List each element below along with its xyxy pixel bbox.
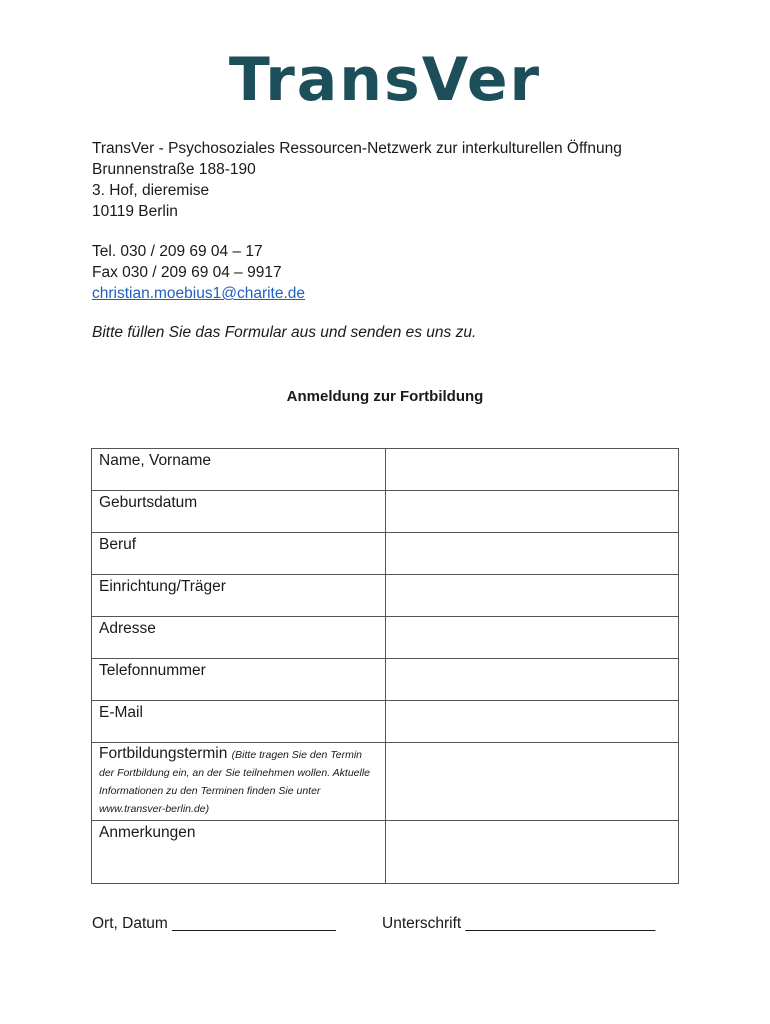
transver-logo: TransVer <box>228 45 542 115</box>
field-label-remarks: Anmerkungen <box>92 821 386 884</box>
field-input-address[interactable] <box>386 617 679 659</box>
organization-name: TransVer - Psychosoziales Ressourcen-Netzwerk zur interkulturellen Öffnung <box>92 140 622 157</box>
signature-line[interactable]: Unterschrift ______________________ <box>382 915 656 932</box>
field-input-phone[interactable] <box>386 659 679 701</box>
table-row <box>92 659 679 701</box>
table-row <box>92 701 679 743</box>
field-label-birthdate: Geburtsdatum <box>92 491 386 533</box>
table-row <box>92 575 679 617</box>
field-label-phone: Telefonnummer <box>92 659 386 701</box>
field-input-institution[interactable] <box>386 575 679 617</box>
termin-label: Fortbildungstermin <box>99 745 228 762</box>
table-row <box>92 821 679 884</box>
field-label-address: Adresse <box>92 617 386 659</box>
field-label-profession: Beruf <box>92 533 386 575</box>
phone-number: Tel. 030 / 209 69 04 – 17 <box>92 243 263 260</box>
building: 3. Hof, dieremise <box>92 182 210 199</box>
fax-number: Fax 030 / 209 69 04 – 9917 <box>92 264 282 281</box>
address-block <box>92 138 622 222</box>
field-label-termin <box>92 743 386 821</box>
field-input-remarks[interactable] <box>386 821 679 884</box>
field-label-email: E-Mail <box>92 701 386 743</box>
field-label-name: Name, Vorname <box>92 449 386 491</box>
table-row <box>92 533 679 575</box>
field-input-termin[interactable] <box>386 743 679 821</box>
field-input-birthdate[interactable] <box>386 491 679 533</box>
field-input-email[interactable] <box>386 701 679 743</box>
street: Brunnenstraße 188-190 <box>92 161 256 178</box>
termin-note: (Bitte tragen Sie den Termin der Fortbildung ein, an der Sie teilnehmen wollen. Aktuelle Informationen zu den Terminen finden Sie unter www.transver-berlin.de) <box>99 749 371 815</box>
table-row <box>92 743 679 821</box>
field-input-profession[interactable] <box>386 533 679 575</box>
instruction-text: Bitte füllen Sie das Formular aus und senden es uns zu. <box>92 324 477 341</box>
registration-table <box>91 448 679 884</box>
table-row <box>92 491 679 533</box>
city: 10119 Berlin <box>92 203 178 220</box>
table-row <box>92 449 679 491</box>
form-title: Anmeldung zur Fortbildung <box>286 388 484 405</box>
field-label-institution: Einrichtung/Träger <box>92 575 386 617</box>
table-row <box>92 617 679 659</box>
field-input-name[interactable] <box>386 449 679 491</box>
email-link[interactable]: christian.moebius1@charite.de <box>92 285 306 302</box>
place-date-line[interactable]: Ort, Datum ___________________ <box>92 915 336 932</box>
contact-block <box>92 241 305 304</box>
